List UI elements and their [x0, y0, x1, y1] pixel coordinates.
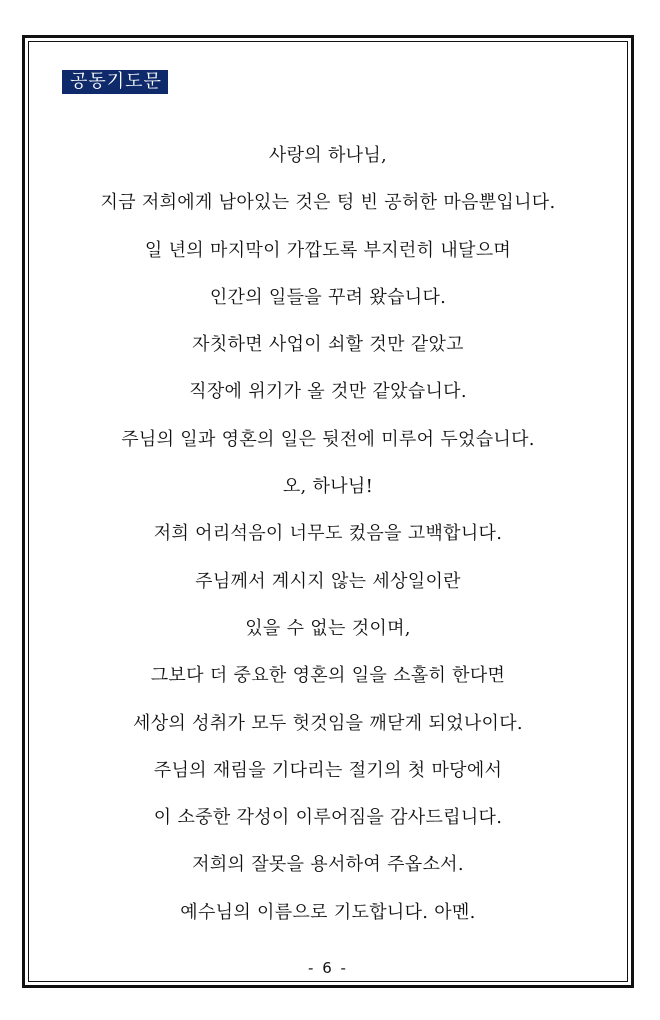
section-title: 공동기도문	[62, 70, 168, 94]
prayer-line: 세상의 성취가 모두 헛것임을 깨닫게 되었나이다.	[133, 712, 523, 734]
page-inner-border	[28, 41, 628, 982]
prayer-line: 오, 하나님!	[282, 476, 374, 498]
prayer-line: 사랑의 하나님,	[268, 145, 388, 166]
prayer-line: 지금 저희에게 남아있는 것은 텅 빈 공허한 마음뿐입니다.	[100, 192, 556, 214]
prayer-line: 있을 수 없는 것이며,	[245, 617, 411, 639]
prayer-line: 주님의 재림을 기다리는 절기의 첫 마당에서	[153, 759, 503, 781]
prayer-line: 주님께서 계시지 않는 세상일이란	[195, 570, 461, 592]
page-border	[22, 35, 634, 988]
prayer-line: 직장에 위기가 올 것만 같았습니다.	[189, 381, 467, 403]
prayer-line: 이 소중한 각성이 이루어짐을 감사드립니다.	[153, 807, 503, 829]
prayer-line: 주님의 일과 영혼의 일은 뒷전에 미루어 두었습니다.	[121, 428, 535, 450]
prayer-line: 그보다 더 중요한 영혼의 일을 소홀히 한다면	[150, 665, 506, 687]
prayer-line: 일 년의 마지막이 가깝도록 부지런히 내달으며	[144, 239, 512, 261]
prayer-line: 인간의 일들을 꾸려 왔습니다.	[209, 286, 447, 308]
prayer-line: 저희 어리석음이 너무도 컸음을 고백합니다.	[153, 523, 503, 545]
prayer-line: 예수님의 이름으로 기도합니다. 아멘.	[180, 901, 476, 923]
prayer-text	[29, 132, 627, 936]
prayer-line: 자칫하면 사업이 쇠할 것만 같았고	[192, 334, 464, 356]
page-number: - 6 -	[308, 959, 348, 977]
prayer-line: 저희의 잘못을 용서하여 주옵소서.	[192, 854, 464, 876]
